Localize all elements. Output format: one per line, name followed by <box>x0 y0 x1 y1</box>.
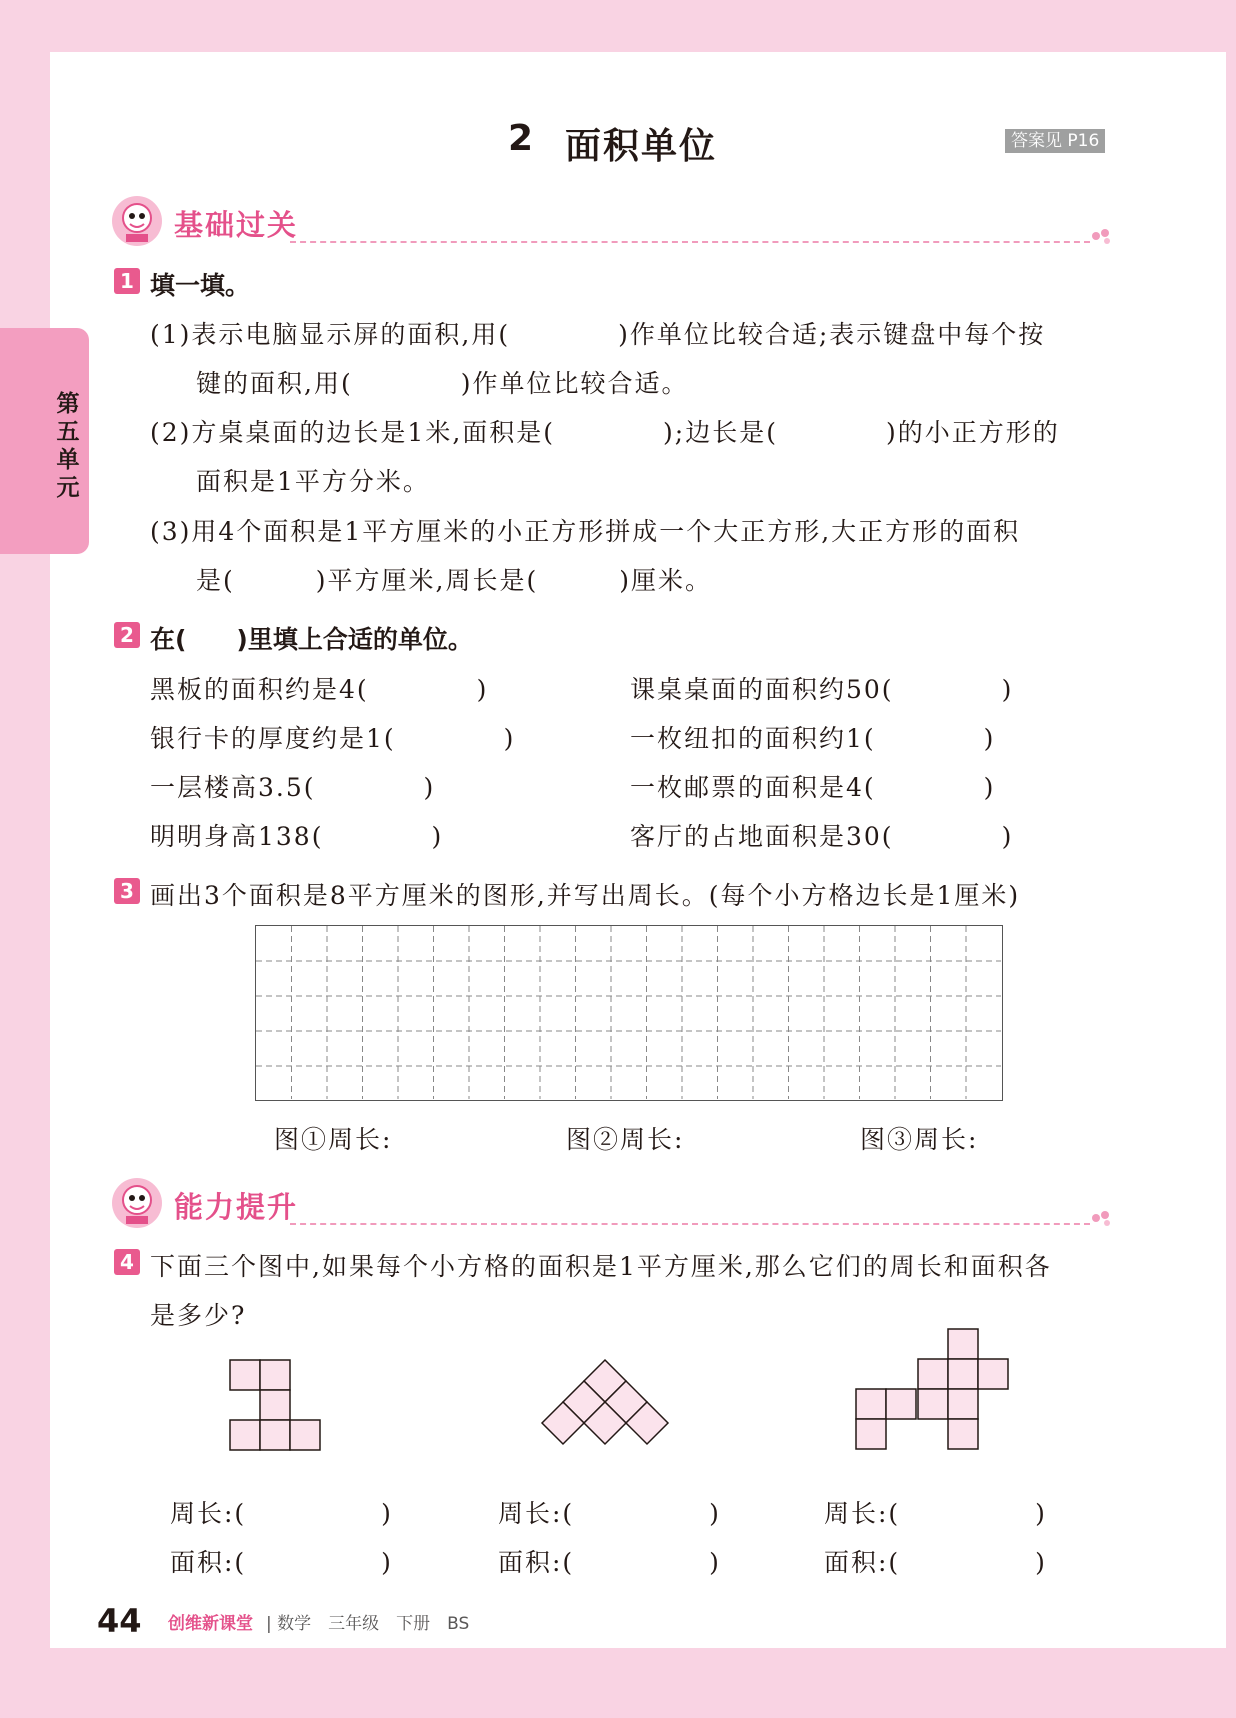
question-text: 画出3个面积是8平方厘米的图形,并写出周长。(每个小方格边长是1厘米) <box>150 881 1021 910</box>
question-number-badge: 4 <box>114 1249 140 1275</box>
question-text: 下面三个图中,如果每个小方格的面积是1平方厘米,那么它们的周长和面积各 <box>150 1252 1052 1281</box>
figure-2-shape <box>538 1358 672 1450</box>
figure-3-shape <box>854 1327 1014 1455</box>
figure-perimeter-label: 图①周长: <box>274 1125 393 1154</box>
fill-blank-item: 一枚邮票的面积是4( ) <box>630 773 996 802</box>
flower-decoration-icon <box>1090 1208 1114 1228</box>
cartoon-mascot-icon <box>112 196 162 246</box>
question-heading: 在( )里填上合适的单位。 <box>150 625 473 654</box>
perimeter-answer-blank[interactable]: 周长:( ) <box>498 1499 721 1528</box>
figure-perimeter-label: 图③周长: <box>860 1125 979 1154</box>
section-title-improvement: 能力提升 <box>174 1190 299 1224</box>
fill-blank-item: 课桌桌面的面积约50( ) <box>630 675 1014 704</box>
fill-blank-item: 一层楼高3.5( ) <box>150 773 436 802</box>
question-line: 面积是1平方分米。 <box>196 467 430 496</box>
area-answer-blank[interactable]: 面积:( ) <box>170 1548 393 1577</box>
book-info: | 数学 三年级 下册 BS <box>266 1614 470 1634</box>
fill-blank-item: 客厅的占地面积是30( ) <box>630 822 1014 851</box>
question-heading: 填一填。 <box>150 271 251 300</box>
unit-tab-label: 第五单元 <box>56 391 80 501</box>
publisher-brand: 创维新课堂 <box>168 1614 253 1634</box>
grid-lines <box>256 926 1001 1099</box>
page-number: 44 <box>97 1602 142 1640</box>
question-number-badge: 2 <box>114 622 140 648</box>
area-answer-blank[interactable]: 面积:( ) <box>824 1548 1047 1577</box>
perimeter-answer-blank[interactable]: 周长:( ) <box>170 1499 393 1528</box>
question-line: (3)用4个面积是1平方厘米的小正方形拼成一个大正方形,大正方形的面积 <box>150 517 1021 546</box>
section-divider <box>290 1223 1090 1225</box>
section-divider <box>290 241 1090 243</box>
fill-blank-item: 一枚纽扣的面积约1( ) <box>630 724 996 753</box>
question-line: 键的面积,用( )作单位比较合适。 <box>196 369 689 398</box>
drawing-grid[interactable] <box>255 925 1003 1101</box>
page-title: 面积单位 <box>565 126 718 167</box>
question-number-badge: 3 <box>114 878 140 904</box>
cartoon-mascot-icon <box>112 1178 162 1228</box>
fill-blank-item: 黑板的面积约是4( ) <box>150 675 489 704</box>
lesson-number: 2 <box>508 118 534 159</box>
question-line: (2)方桌桌面的边长是1米,面积是( );边长是( )的小正方形的 <box>150 418 1060 447</box>
figure-1-shape <box>228 1358 326 1454</box>
fill-blank-item: 银行卡的厚度约是1( ) <box>150 724 516 753</box>
question-text: 是多少? <box>150 1301 247 1330</box>
perimeter-answer-blank[interactable]: 周长:( ) <box>824 1499 1047 1528</box>
figure-perimeter-label: 图②周长: <box>566 1125 685 1154</box>
area-answer-blank[interactable]: 面积:( ) <box>498 1548 721 1577</box>
flower-decoration-icon <box>1090 226 1114 246</box>
section-title-basics: 基础过关 <box>174 208 299 242</box>
question-line: 是( )平方厘米,周长是( )厘米。 <box>196 566 712 595</box>
question-line: (1)表示电脑显示屏的面积,用( )作单位比较合适;表示键盘中每个按 <box>150 320 1046 349</box>
answer-reference-badge: 答案见 P16 <box>1005 129 1105 153</box>
question-number-badge: 1 <box>114 268 140 294</box>
fill-blank-item: 明明身高138( ) <box>150 822 444 851</box>
